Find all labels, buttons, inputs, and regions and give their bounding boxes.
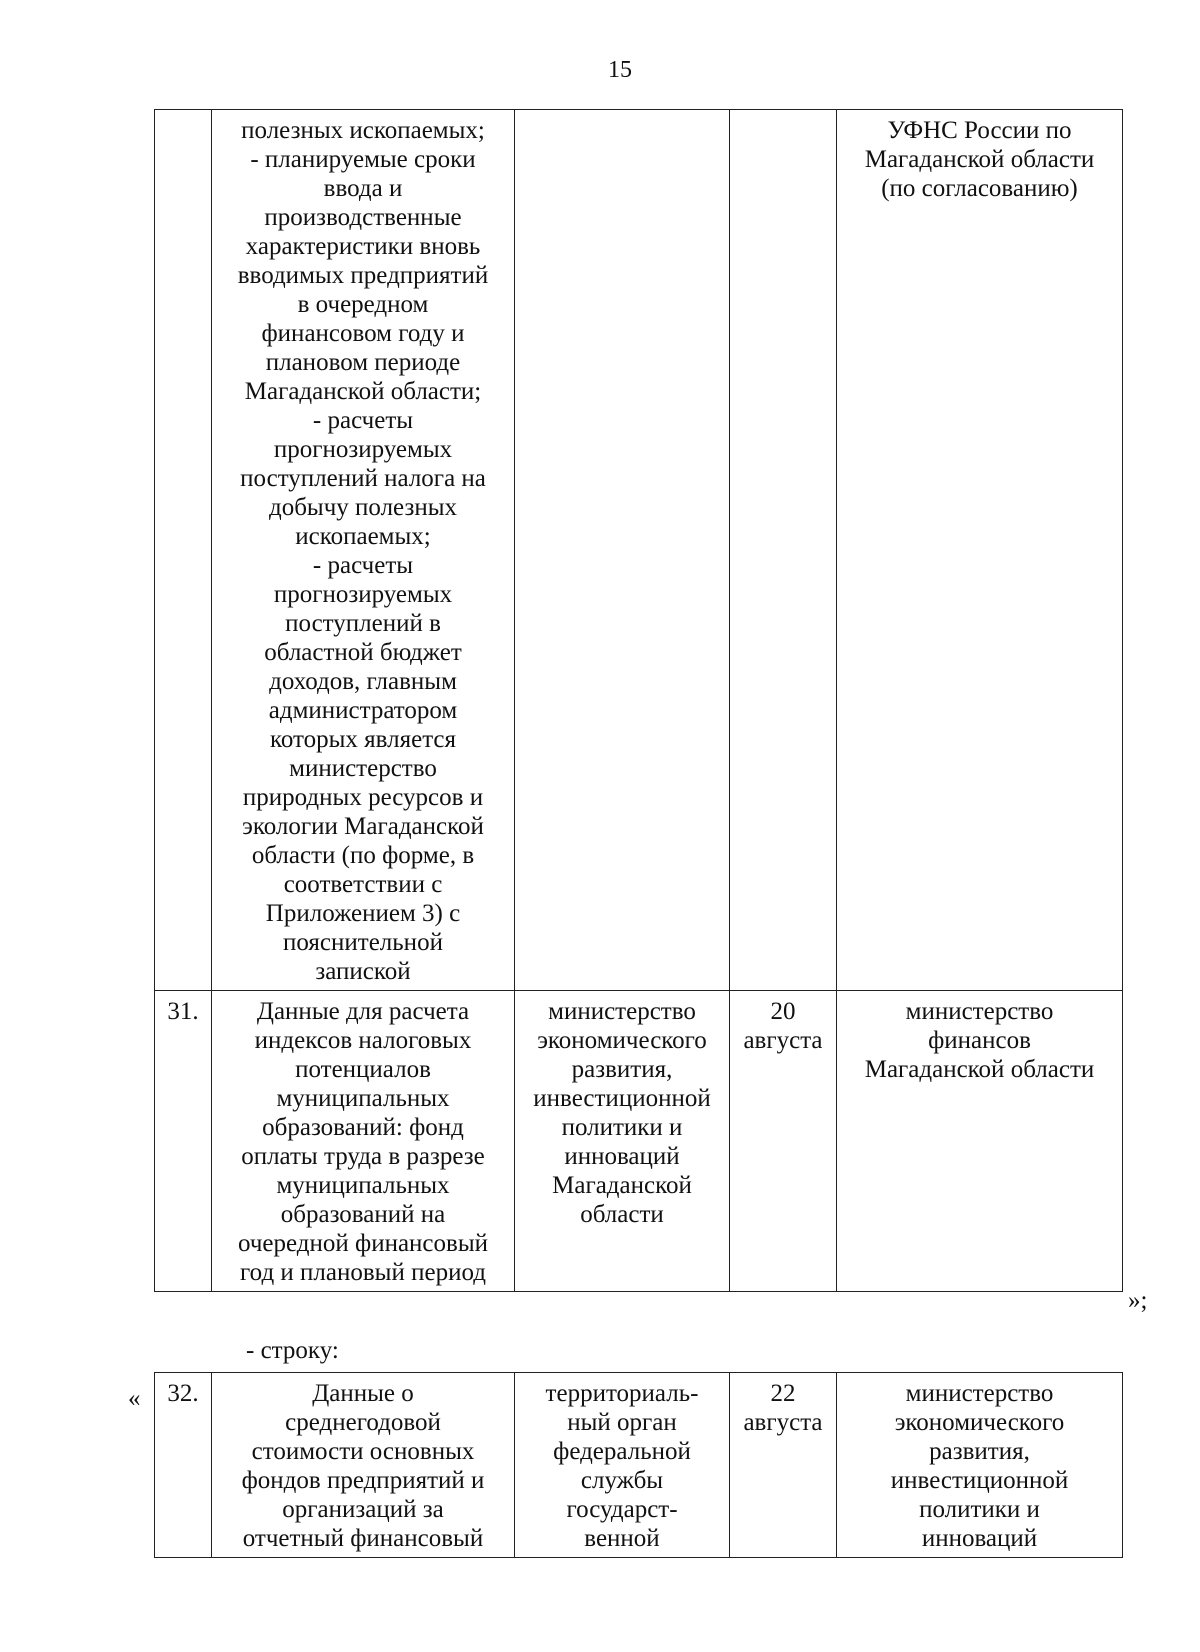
recipient-cell: министерство финансов Магаданской области — [837, 991, 1123, 1292]
table-row — [155, 1373, 1123, 1558]
regulation-table-new-row — [154, 1372, 1123, 1558]
table-row — [155, 991, 1123, 1292]
row-number-cell — [155, 110, 212, 991]
opening-quote: « — [128, 1385, 141, 1412]
deadline-cell: 20 августа — [730, 991, 837, 1292]
table-row — [155, 110, 1123, 991]
description-cell: Данные о среднегодовой стоимости основных фондов предприятий и организаций за отчетный финансовый — [212, 1373, 515, 1558]
description-cell: Данные для расчета индексов налоговых потенциалов муниципальных образований: фонд оплаты труда в разрезе муниципальных образований на очередной финансовый год и плановый период — [212, 991, 515, 1292]
row-number-cell: 31. — [155, 991, 212, 1292]
regulation-table-continued — [154, 109, 1123, 1292]
provider-cell: министерство экономического развития, инвестиционной политики и инноваций Магаданской области — [515, 991, 730, 1292]
deadline-cell — [730, 110, 837, 991]
recipient-cell: УФНС России по Магаданской области (по согласованию) — [837, 110, 1123, 991]
provider-cell — [515, 110, 730, 991]
page-number: 15 — [608, 57, 632, 83]
recipient-cell: министерство экономического развития, инвестиционной политики и инноваций — [837, 1373, 1123, 1558]
provider-cell: территориаль- ный орган федеральной службы государст- венной — [515, 1373, 730, 1558]
row-number-cell: 32. — [155, 1373, 212, 1558]
deadline-cell: 22 августа — [730, 1373, 837, 1558]
closing-quote: »; — [1128, 1287, 1148, 1314]
description-cell: полезных ископаемых; - планируемые сроки ввода и производственные характеристики вновь вводимых предприятий в очередном финансовом году и плановом периоде Магаданской области; - расчеты прогнозируемых поступлений налога на добычу полезных ископаемых; - расчеты прогнозируемых поступлений в областной бюджет доходов, главным администратором которых является министерство природных ресурсов и экологии Магаданской области (по форме, в соответствии с Приложением 3) с пояснительной запиской — [212, 110, 515, 991]
instruction-text: - строку: — [246, 1337, 339, 1364]
